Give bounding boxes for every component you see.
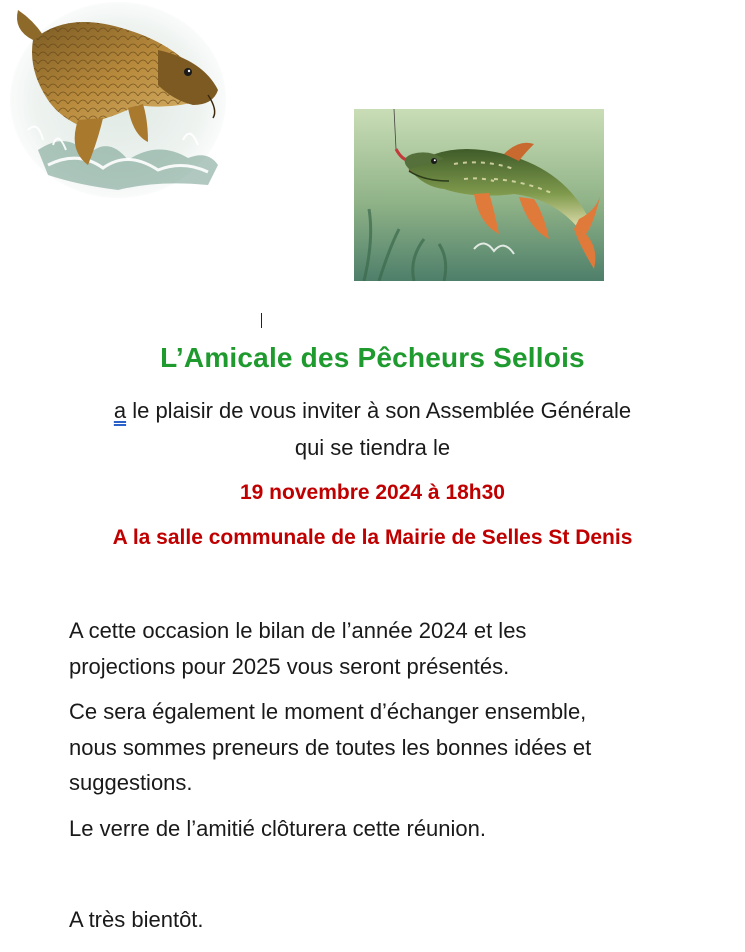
paragraph-exchange	[69, 694, 689, 801]
document-title: L’Amicale des Pêcheurs Sellois	[160, 342, 585, 373]
paragraph-line: Le verre de l’amitié clôturera cette réunion.	[69, 816, 486, 841]
pike-fish-illustration	[354, 109, 604, 281]
event-place: A la salle communale de la Mairie de Selles St Denis	[112, 526, 633, 549]
carp-fish-illustration	[8, 0, 228, 200]
paragraph-line: nous sommes preneurs de toutes les bonnes idées et	[69, 734, 592, 760]
invitation-line-1-text: le plaisir de vous inviter à son Assemblée Générale	[126, 398, 632, 423]
event-date: 19 novembre 2024 à 18h30	[239, 481, 505, 504]
grammar-flagged-word[interactable]: a	[113, 398, 127, 423]
invitation-line-1	[0, 398, 745, 424]
paragraph-line: projections pour 2025 vous seront présentés.	[69, 653, 510, 679]
invitation-line-2: qui se tiendra le	[294, 435, 451, 460]
paragraph-line: A cette occasion le bilan de l’année 2024 et les	[69, 618, 527, 643]
closing-line: A très bientôt.	[69, 907, 204, 932]
paragraph-line: Ce sera également le moment d’échanger ensemble,	[69, 699, 587, 724]
paragraph-agenda	[69, 613, 689, 684]
paragraph-closing-drink	[69, 811, 689, 847]
text-cursor	[261, 313, 262, 328]
paragraph-line: suggestions.	[69, 770, 193, 795]
